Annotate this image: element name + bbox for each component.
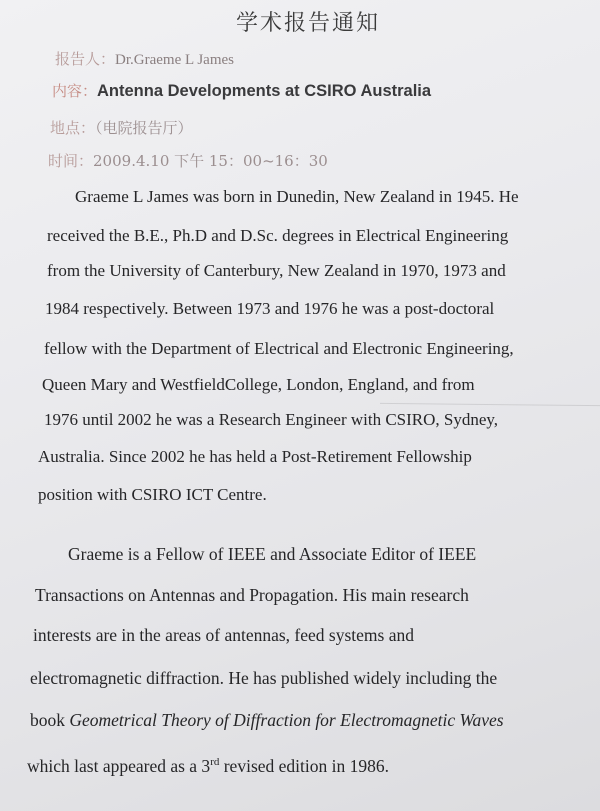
text-line: Graeme L James was born in Dunedin, New Zealand in 1945. He	[75, 187, 519, 206]
edition-superscript: rd	[210, 756, 220, 768]
text-line: 1984 respectively. Between 1973 and 1976 he was a post-doctoral	[45, 299, 495, 318]
venue-label: 地点：	[50, 119, 96, 137]
book-prefix: book	[30, 710, 70, 730]
book-line	[30, 710, 504, 731]
edition-text-before: which last appeared as a 3	[27, 756, 211, 776]
speaker-value: Dr.Graeme L James	[115, 52, 234, 68]
text-line: Transactions on Antennas and Propagation. His main research	[35, 585, 469, 605]
text-line: position with CSIRO ICT Centre.	[38, 485, 267, 504]
venue-value: （电院报告厅）	[95, 119, 193, 137]
text-line: electromagnetic diffraction. He has published widely including the	[30, 668, 498, 688]
topic-row	[52, 80, 431, 101]
venue-row	[50, 117, 193, 138]
notice-title: 学术报告通知	[236, 11, 381, 36]
text-line: interests are in the areas of antennas, feed systems and	[33, 625, 414, 645]
text-line: Graeme is a Fellow of IEEE and Associate Editor of IEEE	[68, 544, 477, 564]
edition-text-after: revised edition in 1986.	[219, 756, 389, 776]
book-title: Geometrical Theory of Diffraction for Electromagnetic Waves	[69, 710, 504, 730]
text-line: Australia. Since 2002 he has held a Post-Retirement Fellowship	[38, 447, 472, 466]
text-line: fellow with the Department of Electrical and Electronic Engineering,	[44, 339, 514, 358]
edition-line	[27, 756, 389, 777]
paper-fold-line	[380, 403, 600, 406]
time-label: 时间：	[48, 152, 94, 170]
text-line: 1976 until 2002 he was a Research Engineer with CSIRO, Sydney,	[44, 410, 499, 429]
speaker-row	[55, 48, 234, 69]
text-line: received the B.E., Ph.D and D.Sc. degrees in Electrical Engineering	[47, 226, 509, 245]
topic-label: 内容：	[52, 82, 98, 100]
text-line: Queen Mary and WestfieldCollege, London, England, and from	[42, 375, 475, 394]
text-line: from the University of Canterbury, New Zealand in 1970, 1973 and	[47, 261, 506, 280]
time-row	[48, 150, 328, 171]
time-value: 2009.4.10 下午 15：00~16：30	[93, 152, 328, 170]
topic-value: Antenna Developments at CSIRO Australia	[97, 82, 432, 100]
speaker-label: 报告人：	[55, 50, 116, 68]
